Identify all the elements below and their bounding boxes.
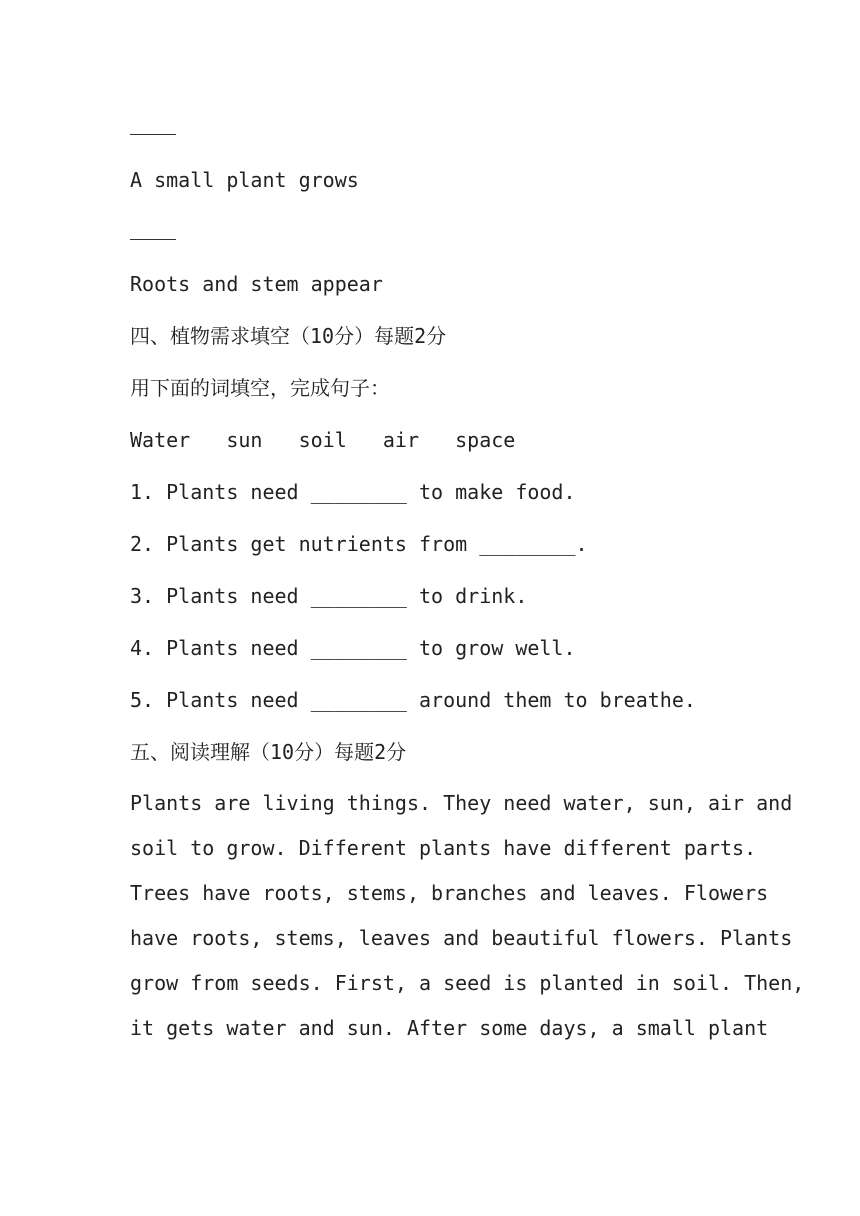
answer-blank-line [130, 239, 176, 240]
question-item: 1. Plants need ________ to make food. [130, 480, 576, 504]
instruction-text: 用下面的词填空，完成句子： [130, 376, 390, 400]
section-heading: 四、植物需求填空（10分）每题2分 [130, 324, 447, 348]
passage-line: it gets water and sun. After some days, a small plant [130, 1016, 769, 1040]
question-item: 5. Plants need ________ around them to breathe. [130, 688, 696, 712]
question-item: 3. Plants need ________ to drink. [130, 584, 528, 608]
passage-line: soil to grow. Different plants have different parts. [130, 836, 757, 860]
passage-line: have roots, stems, leaves and beautiful flowers. Plants [130, 926, 793, 950]
reading-passage [130, 781, 805, 1051]
question-item: 4. Plants need ________ to grow well. [130, 636, 576, 660]
sequence-step-text: Roots and stem appear [130, 272, 383, 296]
passage-line: grow from seeds. First, a seed is planted in soil. Then, [130, 971, 805, 995]
section-heading: 五、阅读理解（10分）每题2分 [130, 740, 407, 764]
question-item: 2. Plants get nutrients from ________. [130, 532, 588, 556]
word-bank: Water sun soil air space [130, 428, 516, 452]
passage-line: Plants are living things. They need water, sun, air and [130, 791, 793, 815]
passage-line: Trees have roots, stems, branches and leaves. Flowers [130, 881, 769, 905]
answer-blank-line [130, 134, 176, 135]
sequence-step-text: A small plant grows [130, 168, 359, 192]
